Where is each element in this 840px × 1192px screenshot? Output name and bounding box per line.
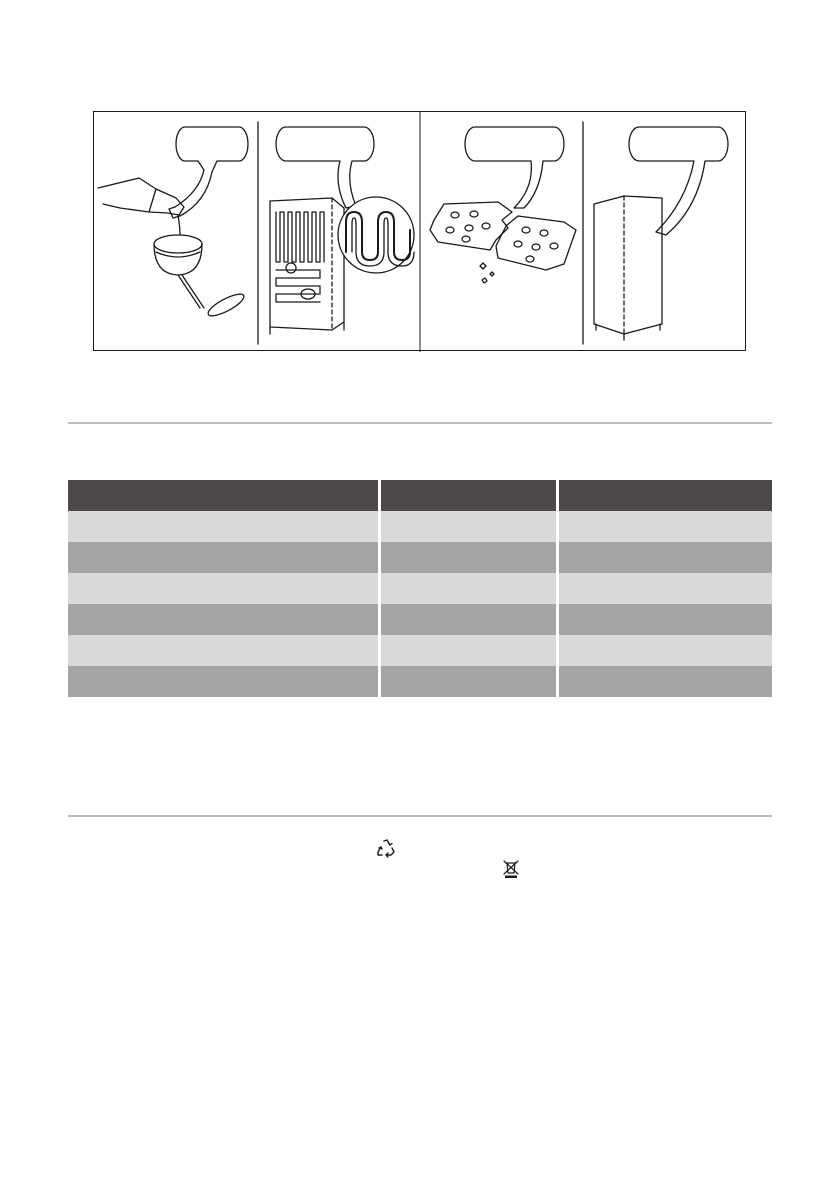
- illustration-figure: [93, 111, 746, 351]
- thermostat-icon: [286, 263, 296, 273]
- table-cell: [68, 604, 378, 635]
- table-row: [68, 666, 772, 697]
- crossed-bin-icon: [500, 859, 522, 879]
- table-cell: [556, 666, 772, 697]
- table-cell: [556, 542, 772, 573]
- section-divider: [68, 422, 772, 424]
- table-cell: [556, 635, 772, 666]
- header-cell: [556, 480, 772, 511]
- table-cell: [556, 573, 772, 604]
- table-header-row: [68, 480, 772, 511]
- wine-bottle-icon: [98, 178, 184, 215]
- table-row: [68, 573, 772, 604]
- panel-cabinet: [594, 127, 728, 340]
- table-cell: [68, 542, 378, 573]
- wine-glass-icon: [154, 235, 202, 253]
- table-row: [68, 542, 772, 573]
- table-cell: [378, 511, 556, 542]
- table-cell: [378, 573, 556, 604]
- header-cell: [378, 480, 556, 511]
- fridge-back-icon: [270, 198, 344, 330]
- speech-bubble: [465, 127, 564, 208]
- broken-slab-right: [496, 216, 576, 270]
- table-cell: [68, 511, 378, 542]
- table-cell: [68, 573, 378, 604]
- panel-back: [270, 127, 414, 334]
- illustration-svg: [94, 112, 747, 352]
- table-cell: [556, 511, 772, 542]
- table-cell: [378, 635, 556, 666]
- panel-bread: [430, 127, 576, 283]
- table-row: [68, 511, 772, 542]
- table-cell: [378, 542, 556, 573]
- zoom-circle: [338, 197, 414, 273]
- table-row: [68, 635, 772, 666]
- table-cell: [68, 635, 378, 666]
- fridge-cabinet-icon: [594, 196, 662, 334]
- table-cell: [378, 666, 556, 697]
- section-divider: [68, 815, 772, 817]
- table-cell: [556, 604, 772, 635]
- table-cell: [378, 604, 556, 635]
- panel-wine: [98, 127, 248, 320]
- broken-slab-left: [430, 202, 512, 250]
- table-cell: [68, 666, 378, 697]
- header-cell: [68, 480, 378, 511]
- table-row: [68, 604, 772, 635]
- specification-table: [68, 480, 772, 697]
- recycle-icon: [376, 838, 396, 858]
- speech-bubble: [629, 127, 728, 235]
- speech-bubble: [276, 127, 374, 208]
